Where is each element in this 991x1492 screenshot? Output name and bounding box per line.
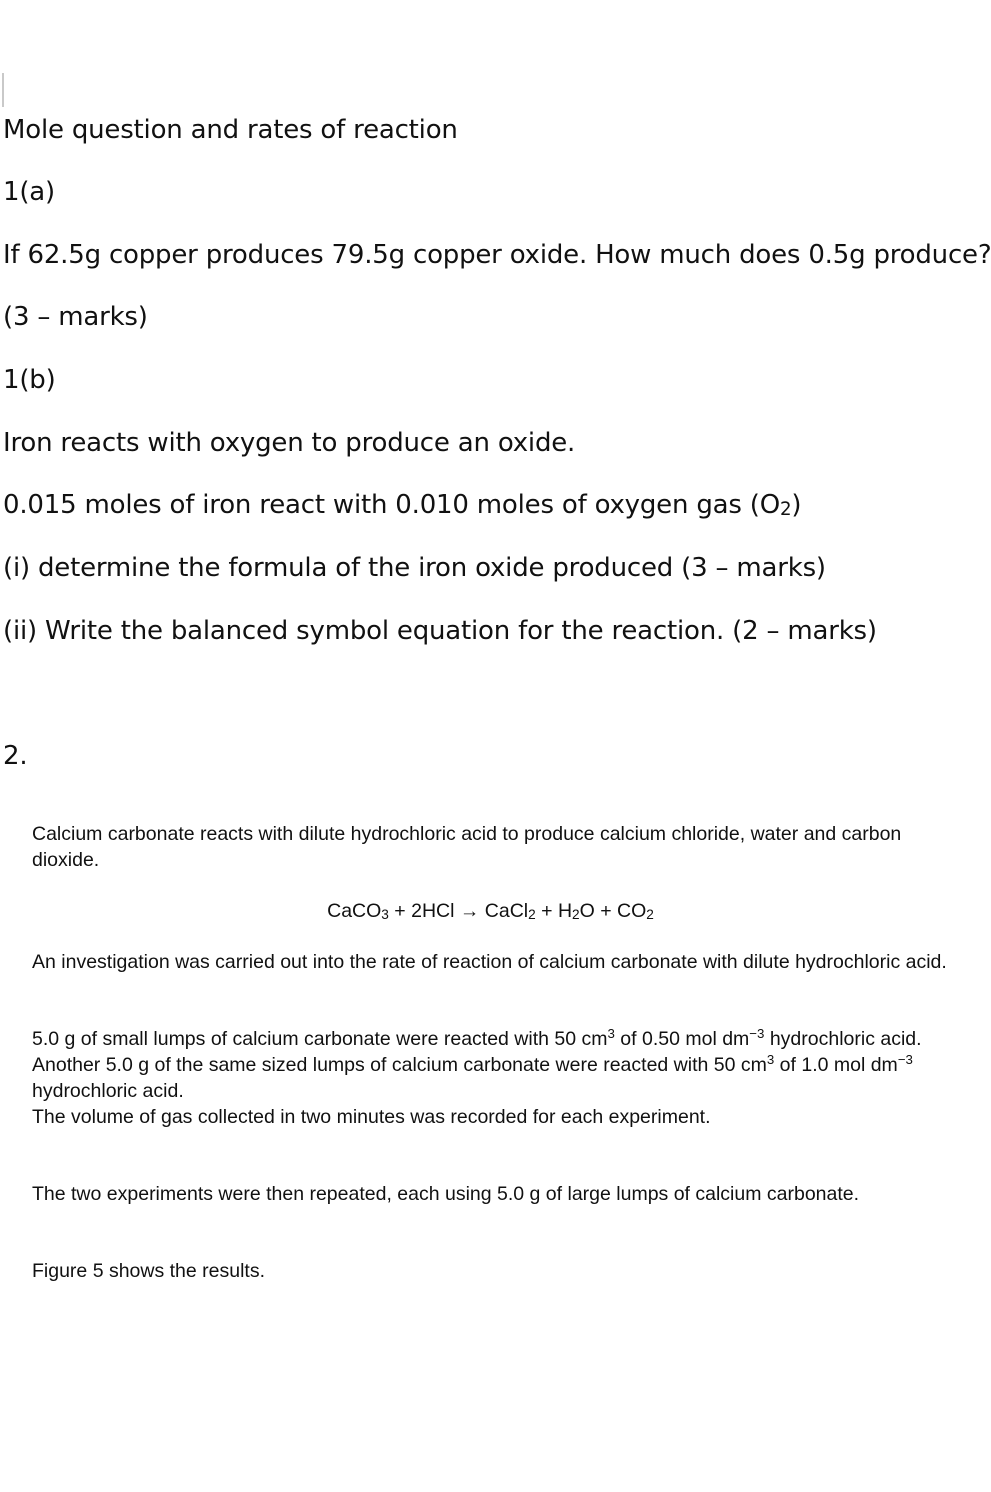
eq-sub-3: 3	[381, 907, 389, 922]
repeat-paragraph: The two experiments were then repeated, each using 5.0 g of large lumps of calcium carbonate.	[32, 1183, 860, 1205]
moles-text: 0.015 moles of iron react with 0.010 moles of oxygen gas (O	[3, 490, 780, 520]
figure-reference: Figure 5 shows the results.	[32, 1260, 266, 1282]
small-lumps-text: 5.0 g of small lumps of calcium carbonate were reacted with 50 cm	[32, 1028, 608, 1050]
reaction-arrow-icon: →	[459, 900, 480, 922]
eq-h: + H	[535, 900, 573, 922]
oxygen-subscript: 2	[779, 499, 792, 520]
experiment-paragraph	[32, 1026, 967, 1130]
another-text: Another 5.0 g of the same sized lumps of calcium carbonate were reacted with 50 cm	[32, 1054, 767, 1076]
question-1b-label: 1(b)	[3, 365, 56, 395]
question-1b-part-ii: (ii) Write the balanced symbol equation for the reaction. (2 – marks)	[3, 616, 877, 646]
question-1a-label: 1(a)	[3, 177, 55, 207]
another-acid: hydrochloric acid.	[32, 1080, 184, 1102]
chemical-equation	[0, 898, 991, 924]
moles-close-paren: )	[791, 490, 802, 520]
volume-text: The volume of gas collected in two minutes was recorded for each experiment.	[32, 1106, 711, 1128]
eq-caco: CaCO	[327, 900, 382, 922]
eq-sub-2b: 2	[572, 907, 580, 922]
another-conc: of 1.0 mol dm	[774, 1054, 898, 1076]
investigation-paragraph: An investigation was carried out into the rate of reaction of calcium carbonate with dilute hydrochloric acid.	[32, 951, 947, 973]
eq-sub-2c: 2	[646, 907, 654, 922]
small-lumps-acid: hydrochloric acid.	[764, 1028, 922, 1050]
intro-paragraph: Calcium carbonate reacts with dilute hydrochloric acid to produce calcium chloride, water and carbon dioxide.	[32, 823, 902, 871]
eq-hcl: + 2HCl	[388, 900, 460, 922]
question-2-label: 2.	[3, 741, 28, 771]
question-1b-part-i: (i) determine the formula of the iron oxide produced (3 – marks)	[3, 553, 826, 583]
text-cursor	[2, 73, 4, 107]
eq-cacl: CaCl	[479, 900, 529, 922]
eq-sub-2a: 2	[528, 907, 536, 922]
cm3-superscript-2: 3	[766, 1052, 775, 1067]
question-1b-moles	[3, 489, 801, 521]
small-lumps-conc: of 0.50 mol dm	[614, 1028, 750, 1050]
page-title: Mole question and rates of reaction	[3, 115, 458, 145]
dm-3-superscript-2: −3	[897, 1052, 913, 1067]
dm-3-superscript: −3	[749, 1026, 765, 1041]
question-1a-text: If 62.5g copper produces 79.5g copper oxide. How much does 0.5g produce?	[3, 240, 991, 270]
question-1a-marks: (3 – marks)	[3, 302, 148, 332]
cm3-superscript: 3	[607, 1026, 615, 1041]
eq-o-co: O + CO	[579, 900, 647, 922]
question-1b-statement: Iron reacts with oxygen to produce an oxide.	[3, 428, 576, 458]
